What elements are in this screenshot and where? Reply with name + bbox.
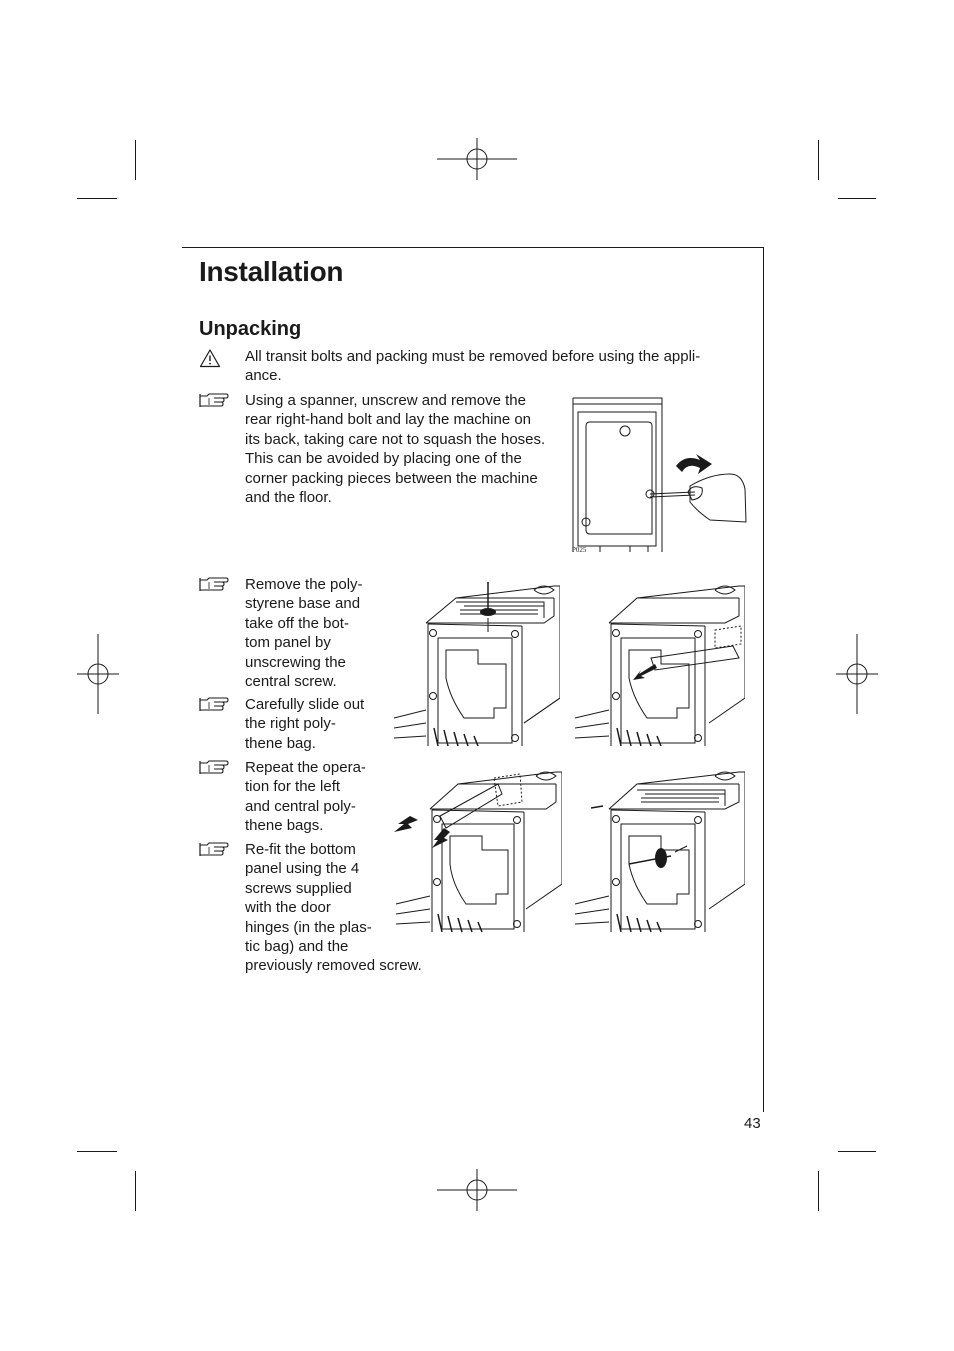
slide-out-right-bag-illustration (575, 578, 745, 748)
pointing-hand-icon (199, 392, 229, 408)
crop-mark (77, 198, 117, 199)
frame-right-rule (763, 247, 764, 1112)
step-text: Remove the poly- styrene base and take off the bot- tom panel by unscrewing the central screw. (245, 576, 363, 691)
crop-mark (838, 198, 876, 199)
registration-mark-icon (437, 138, 517, 180)
crop-mark (135, 140, 136, 180)
pointing-hand-icon (199, 696, 229, 712)
warning-text: All transit bolts and packing must be removed before using the appli- ance. (245, 348, 701, 385)
step-text: Re-fit the bottom panel using the 4 screws supplied with the door hinges (in the plas- tic bag) and the previously removed screw. (245, 841, 422, 975)
crop-mark (838, 1151, 876, 1152)
refit-bottom-panel-illustration (575, 766, 745, 934)
step-text: Using a spanner, unscrew and remove the rear right-hand bolt and lay the machine on its back, taking care not to squash the hoses. This can be avoided by placing one of the corner packing pieces between the machine and the floor. (245, 392, 546, 507)
pointing-hand-icon (199, 576, 229, 592)
rear-bolt-illustration (570, 394, 748, 554)
registration-mark-icon (836, 634, 878, 714)
remove-central-screw-illustration (394, 578, 560, 748)
section-title: Unpacking (199, 318, 302, 340)
warning-triangle-icon (199, 348, 221, 368)
crop-mark (77, 1151, 117, 1152)
crop-mark (135, 1171, 136, 1211)
step-text: Repeat the opera- tion for the left and central poly- thene bags. (245, 759, 366, 835)
remove-left-central-bags-illustration (390, 766, 562, 934)
crop-mark (818, 140, 819, 180)
page-number: 43 (744, 1115, 761, 1132)
illustration-code: P025 (572, 546, 587, 554)
step-text: Carefully slide out the right poly- thene bag. (245, 696, 365, 752)
pointing-hand-icon (199, 841, 229, 857)
registration-mark-icon (437, 1169, 517, 1211)
crop-mark (818, 1171, 819, 1211)
page-title: Installation (199, 256, 344, 287)
pointing-hand-icon (199, 759, 229, 775)
frame-top-rule (182, 247, 764, 248)
registration-mark-icon (77, 634, 119, 714)
